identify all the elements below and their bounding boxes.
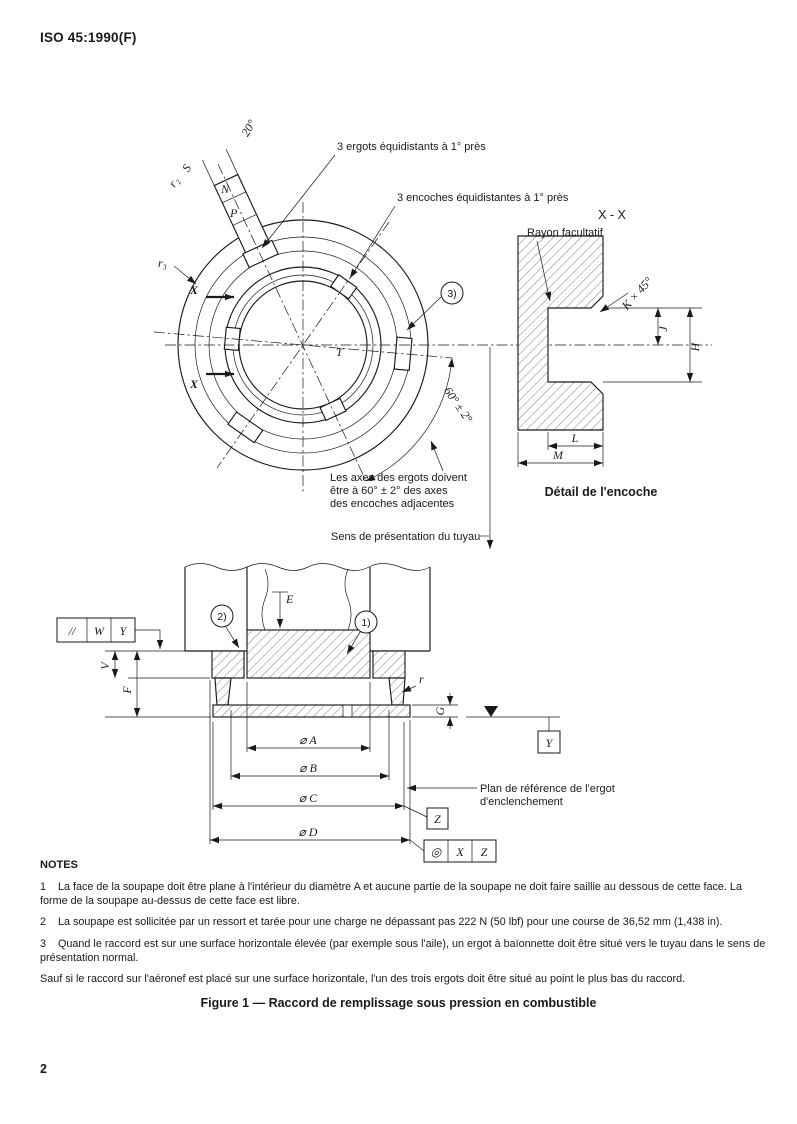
notch-section-body: [518, 236, 603, 430]
note-1: [40, 880, 766, 909]
dim-v-label: V: [98, 662, 112, 670]
r3-leader: [174, 266, 196, 284]
fcf-leader: [135, 630, 160, 649]
encoche-tab: [320, 398, 346, 420]
angle-60-label: 60° ± 2°: [441, 384, 476, 426]
note-3-text: Quand le raccord est sur une surface horizontale élevée (par exemple sous l'aile), un ergot à baïonnette doit être situé vers le tuyau dans le sens de présentation normal.: [40, 937, 766, 965]
flange-wing-left: [212, 651, 244, 678]
skirt-left: [215, 678, 231, 705]
note-2: [40, 915, 766, 929]
ergots-leader: [262, 155, 335, 248]
dim-j-label: J: [656, 326, 670, 332]
dim-l-label: L: [571, 431, 579, 445]
sens-label: Sens de présentation du tuyau: [331, 531, 481, 543]
dim-e-label: E: [286, 592, 294, 606]
dim-g-label: G: [433, 706, 447, 716]
concentricity-symbol: ◎: [430, 845, 442, 859]
plate-slot: [344, 706, 352, 717]
callout-2-label: 2): [217, 611, 227, 623]
callout-3-leader: [407, 297, 441, 330]
encoches-leader: [350, 206, 395, 278]
figure-caption: Figure 1 — Raccord de remplissage sous pression en combustible: [200, 996, 597, 1010]
document-header: ISO 45:1990(F): [40, 30, 137, 45]
section-mark-x-top: X: [190, 283, 199, 297]
dim-m-label: M: [553, 448, 563, 462]
section-view: [57, 564, 615, 863]
axes-note-line3: des encoches adjacentes: [330, 498, 455, 510]
fcf-datum: Y: [119, 624, 127, 638]
dim-f-label: F: [120, 686, 134, 694]
callout-2-leader: [226, 627, 239, 648]
notch-detail: [518, 208, 702, 499]
note-1-number: 1: [40, 880, 47, 893]
detail-title: Détail de l'encoche: [544, 485, 658, 499]
datum-triangle-icon: [484, 706, 498, 717]
note-1-text: La face de la soupape doit être plane à l'intérieur du diamètre A et aucune partie de la soupape ne doit faire saillie au dessous de cette face. La forme de la soupape au-dessus de cette face est libre.: [40, 880, 742, 907]
page-number: 2: [40, 1062, 47, 1076]
fcf-symbol: //: [68, 624, 76, 638]
plan-ref-line2: d'enclenchement: [480, 796, 563, 808]
dim-k-label: K × 45°: [618, 274, 656, 313]
parallelism-fcf: [57, 618, 160, 649]
note-2-number: 2: [40, 916, 47, 929]
datum-y-label: Y: [545, 736, 553, 750]
ergots-label: 3 ergots équidistants à 1° près: [337, 141, 486, 153]
notes-heading: NOTES: [40, 859, 78, 871]
rayon-label: Rayon facultatif: [527, 227, 603, 239]
pos-fcf-datum1: X: [456, 845, 464, 859]
dim-s-label: S: [178, 161, 195, 175]
break-line-top: [185, 564, 430, 571]
axes-note-leader: [431, 441, 443, 471]
axes-note-line1: Les axes des ergots doivent: [330, 472, 467, 484]
datum-z-label: Z: [434, 812, 441, 826]
dim-p-label: P: [230, 206, 238, 220]
note-3: [40, 937, 766, 966]
datum-z-leader: [404, 806, 427, 817]
ergot-tab: [228, 412, 263, 443]
plan-ref-line1: Plan de référence de l'ergot: [480, 783, 615, 795]
dim-t-label: T: [336, 345, 343, 359]
angle-taper-label: 20°: [238, 117, 259, 139]
dim-r2-label: r₂: [165, 174, 182, 190]
notes-section: [40, 858, 766, 994]
callout-1-label: 1): [361, 617, 371, 629]
dia-d-label: ⌀ D: [298, 825, 318, 839]
base-plate: [213, 705, 410, 717]
callout-3-label: 3): [447, 288, 457, 300]
note-3-number: 3: [40, 937, 47, 950]
angle-60-arc: [366, 358, 452, 481]
encoches-label: 3 encoches équidistantes à 1° près: [397, 192, 569, 204]
dia-b-label: ⌀ B: [299, 761, 317, 775]
fcf-tolerance: W: [94, 624, 104, 638]
flange-wing-right: [373, 651, 405, 678]
dia-a-label: ⌀ A: [299, 733, 317, 747]
note-2-text: La soupape est sollicitée par un ressort et tarée pour une charge ne dépassant pas 222 N (50 lbf) pour une course de 36,52 mm (1,438 in).: [58, 916, 723, 929]
section-mark-x-bottom: X: [190, 377, 199, 391]
dia-c-label: ⌀ C: [298, 791, 318, 805]
axes-note-line2: être à 60° ± 2° des axes: [330, 485, 448, 497]
dim-r-label: r: [419, 672, 424, 686]
section-title: X - X: [598, 208, 626, 222]
hub-section: [247, 630, 370, 678]
pos-fcf-datum2: Z: [480, 845, 488, 859]
bore-break-right: [345, 569, 351, 630]
bore-break-left: [262, 569, 268, 630]
dim-n-label: N: [221, 182, 230, 196]
technical-drawing: [0, 90, 797, 870]
note-closing: Sauf si le raccord sur l'aéronef est placé sur une surface horizontale, l'un des trois ergots doit être situé au point le plus bas du raccord.: [40, 973, 686, 986]
dim-r3-label: r₃: [158, 256, 167, 270]
dim-h-label: H: [688, 342, 702, 352]
